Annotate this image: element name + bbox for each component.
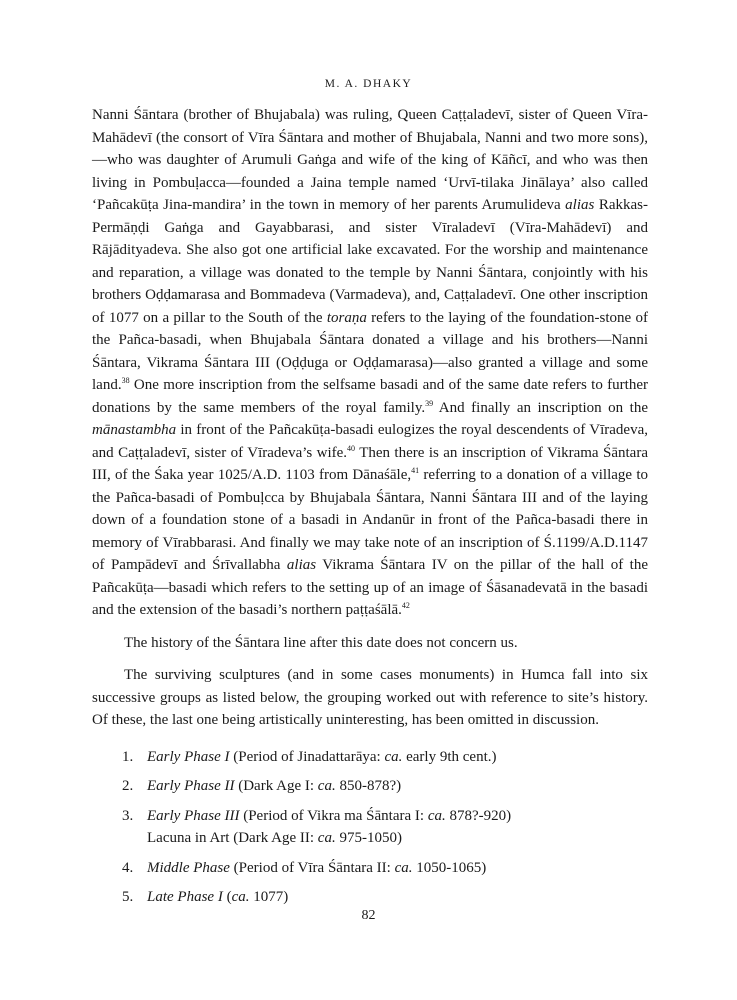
text-run: (Dark Age I:	[234, 778, 318, 794]
text-run: early 9th cent.)	[402, 748, 497, 765]
italic-term: ca.	[394, 859, 413, 876]
phase-name: Early Phase III	[147, 807, 240, 824]
list-number: 3.	[122, 807, 134, 824]
text-run: Vikrama Śāntara IV on the pillar of the hall of the Pañcakūṭa—basadi which refers to the setting up of an image of Śāsanadevatā in the basadi and the extension of the basadi’s northern paṭṭaśālā.	[92, 557, 648, 618]
list-item	[122, 746, 648, 769]
paragraph-history: The history of the Śāntara line after this date does not concern us.	[124, 634, 518, 651]
phase-name: Middle Phase	[147, 859, 230, 876]
page-number: 82	[361, 908, 376, 923]
list-number: 5.	[122, 889, 134, 905]
italic-term: ca.	[427, 807, 446, 824]
text-run: refers to the laying of the foundation-stone of the Pañca-basadi, when Bhujabala Śāntara donated a village and his brothers—Nanni Śāntara, Vikrama Śāntara III (Oḍḍuga or Oḍḍamarasa)—also granted a village and some land.	[92, 309, 648, 393]
phase-name: Late Phase I	[147, 889, 223, 905]
text-run: Nanni Śāntara (brother of Bhujabala) was ruling, Queen Caṭṭaladevī, sister of Queen Vīra-Mahādevī (the consort of Vīra Śāntara and mother of Bhujabala, Nanni and two more sons),—who was daughter of Arumuli Gaṅga and wife of the king of Kāñcī, and who was then living in Pombuḷacca—founded a Jaina temple named ‘Urvī-tilaka Jinālaya’ also called ‘Pañcakūṭa Jina-mandira’ in the town in memory of her parents Arumulideva	[92, 107, 648, 213]
list-text	[147, 775, 401, 798]
list-number: 4.	[122, 859, 134, 876]
text-run: (Period of Jinadattarāya:	[229, 748, 385, 765]
list-number: 1.	[122, 748, 134, 765]
footnote-ref: 38	[121, 376, 130, 385]
italic-term: mānastambha	[92, 422, 177, 438]
paragraph-inscriptions	[92, 104, 648, 622]
text-run: Lacuna in Art (Dark Age II:	[147, 830, 318, 846]
italic-term: ca.	[317, 830, 336, 846]
list-item	[122, 805, 648, 850]
italic-term: ca.	[384, 748, 403, 765]
italic-term: ca.	[231, 889, 250, 905]
list-item	[122, 775, 648, 798]
footnote-ref: 40	[347, 443, 356, 453]
list-number: 2.	[122, 778, 134, 794]
list-text	[147, 857, 486, 880]
paragraph-sculptures: The surviving sculptures (and in some cases monuments) in Humca fall into six successive groups as listed below, the grouping worked out with reference to site’s history. Of these, the last one being artistically uninteresting, has been omitted in discussion.	[92, 667, 648, 728]
text-run: 975-1050)	[335, 830, 402, 846]
footnote-ref: 41	[411, 466, 420, 475]
text-run: (	[222, 889, 232, 905]
phase-list	[92, 746, 648, 909]
italic-term: ca.	[317, 778, 336, 794]
list-item	[122, 886, 648, 909]
text-run: 850-878?)	[335, 778, 402, 794]
footnote-ref: 42	[401, 601, 410, 610]
text-run: 1050-1065)	[412, 859, 487, 876]
list-text	[147, 805, 511, 850]
list-text	[147, 746, 496, 769]
text-run: And finally an inscription on the	[433, 399, 648, 416]
text-run: 878?-920)	[445, 807, 512, 824]
footnote-ref: 39	[425, 398, 434, 408]
phase-name: Early Phase I	[147, 748, 230, 765]
running-header: M. A. DHAKY	[324, 78, 413, 90]
body-text	[92, 104, 648, 916]
phase-name: Early Phase II	[147, 778, 235, 794]
text-run: in front of the Pañcakūṭa-basadi eulogizes the royal descendents of Vīradeva, and Caṭṭaladevī, sister of Vīradeva’s wife.	[92, 422, 648, 461]
italic-term: toraṇa	[326, 309, 367, 326]
italic-term: alias	[286, 557, 317, 573]
text-run: (Period of Vīra Śāntara II:	[229, 859, 395, 876]
text-run: Rakkas-Permāṇḍi Gaṅga and Gayabbarasi, and sister Vīraladevī (Vīra-Mahādevī) and Rājādityadeva. She also got one artificial lake excavated. For the worship and maintenance and reparation, a village was donated to the temple by Nanni Śāntara, conjointly with his brothers Oḍḍamarasa and Bommadeva (Varmadeva), and, Caṭṭaladevī. One other inscription of 1077 on a pillar to the South of the	[92, 197, 649, 326]
text-run: 1077)	[249, 889, 289, 905]
text-run: (Period of Vikra ma Śāntara I:	[239, 807, 428, 824]
italic-term: alias	[565, 197, 595, 213]
list-text	[147, 886, 288, 909]
list-item	[122, 857, 648, 880]
text-run: One more inscription from the selfsame basadi and of the same date refers to further donations by the same members of the royal family.	[92, 377, 648, 416]
text-run: Then there is an inscription of Vikrama Śāntara III, of the Śaka year 1025/A.D. 1103 from Dānaśāle,	[92, 444, 648, 483]
text-run: referring to a donation of a village to the Pañca-basadi of Pombuḷcca by Bhujabala Śāntara, Nanni Śāntara III and of the laying down of a foundation stone of a basadi in Andanūr in front of the Pañca-basadi there in memory of Vīrabbarasi. And finally we may take note of an inscription of Ś.1199/A.D.1147 of Pampādevī and Śrīvallabha	[92, 467, 648, 573]
